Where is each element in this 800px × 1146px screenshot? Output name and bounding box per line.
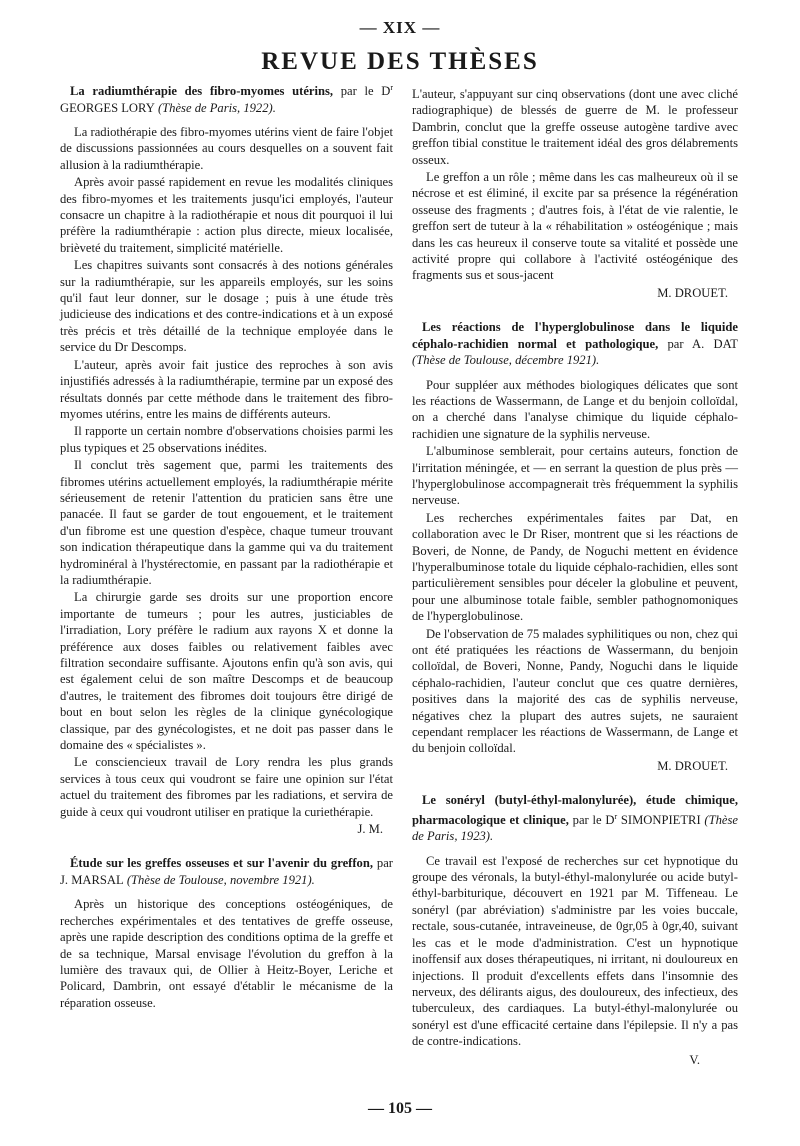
thesis-source: (Thèse de Toulouse, décembre 1921). [412,353,600,368]
author-name: GEORGES LORY [60,100,155,115]
paragraph: Le greffon a un rôle ; même dans les cas malheureux où il se nécrose et est éliminé, il excite par sa présence la régénération osseuse des fragments ; d'autres fois, à l'état de vie ralentie, le greffon sert de tuteur à la « réhabilitation » ostéogénique ; mais dans les cas heureux il conserve toute sa vitalité et possède une activité propre qui collabore à l'activité ostéogénique des fragments sus et sous-jacent [412,170,738,283]
paragraph: La chirurgie garde ses droits sur une proportion encore importante de tumeurs ; pour les autres, justiciables de l'irradiation, Lory préfère le radium aux rayons X et donne la préférence aux doses faibles ou relativement faibles avec filtration secondaire suffisante. Ajoutons enfin qu'à son avis, qui est également celui de son maître Descomps et de beaucoup d'autres, le traitement des fibromes doit toujours être dirigé de bout en bout selon les règles de la clinique gynécologique classique, par des gynécologistes, et ne doit pas passer dans le domaine des « spécialistes ». [60,590,393,753]
article-title [412,319,738,368]
paragraph: Le consciencieux travail de Lory rendra les plus grands services à tous ceux qui voudront se faire une opinion sur l'état actuel du traitement des fibromes par les radiations, et servira de guide à ceux qui voudront utiliser en pratique la curiethérapie. [60,755,393,819]
signature: M. DROUET. [657,758,728,773]
article-byline: par le $D^r$ SIMONPIETRI (Thèse de Paris, 1923). [412,811,738,844]
article-title-text: La radiumthérapie des fibro-myomes utérins, [70,84,334,99]
signature: J. M. [357,822,383,837]
thesis-source: (Thèse de Paris, 1922). [157,100,276,115]
article-title [60,80,393,116]
section-title: REVUE DES THÈSES [261,48,539,75]
article-hyperglobulinose [412,319,738,774]
paragraph: L'auteur, s'appuyant sur cinq observations (dont une avec cliché radiographique) de blessés de guerre de M. le professeur Dambrin, conclut que la greffe osseuse autogène tardive avec greffon tibial constitue le traitement idéal des gros délabrements osseux. [412,87,738,167]
left-column [60,80,393,1012]
article-greffes-osseuses [60,855,393,1011]
article-title-text: Les réactions de l'hyperglobulinose dans le liquide céphalo-rachidien normal et pathologique, [412,320,738,351]
paragraph: Les chapitres suivants sont consacrés à des notions générales sur la radiumthérapie, sur les appareils employés, sur les soins qu'il faut leur donner, sur le dosage ; puis à une étude très judicieuse des indications et des contre-indications et à un exposé très précis et très détaillé de la technique employée dans le service du Dr Descomps. [60,258,393,355]
signature: V. [689,1052,700,1067]
paragraph: Il conclut très sagement que, parmi les traitements des fibromes utérins actuellement employés, la radiumthérapie mérite sérieusement de retenir l'attention du praticien sans être une panacée. Il faut se garder de tout engouement, et le traitement d'un fibrome est une question d'espèce, chaque tumeur trouvant son indication thérapeutique dans la gamme qui va du traitement hydrominéral à l'hystérectomie, en passant par la radiothérapie et la radiumthérapie. [60,458,393,587]
article-byline: par le $D^r$ GEORGES LORY (Thèse de Paris, 1922). [60,83,394,115]
byline-prefix: par le D [572,812,615,827]
paragraph: Les recherches expérimentales faites par Dat, en collaboration avec le Dr Riser, montrent que si les réactions de Boveri, de Nonne, de Pandy, de Noguchi mettent en évidence l'hyperalbuminose totale du liquide céphalo-rachidien, elles sont particulièrement sensibles pour déceler la globuline et peuvent, pour une albuminose totale faible, sembler pathognomoniques de l'hyperglobulinose. [412,510,738,624]
article-radiumtherapie [60,80,393,837]
paragraph: L'albuminose semblerait, pour certains auteurs, fonction de l'irritation méningée, et — en serrant la question de plus près — l'hyperglobulinose accompagnerait très fréquemment la syphilis nerveuse. [412,444,738,508]
paragraph: Après avoir passé rapidement en revue les modalités cliniques des fibro-myomes et les traitements jusqu'ici employés, l'auteur consacre un chapitre à la radiothérapie et nous dit pourquoi il lui préfère la radiumthérapie : action plus directe, mieux localisée, brièveté du traitement, simplicité matérielle. [60,175,393,255]
paragraph: Pour suppléer aux méthodes biologiques délicates que sont les réactions de Wassermann, de Lange et du benjoin colloïdal, on a cherché dans l'analyse chimique du liquide céphalo-rachidien une signature de la syphilis nerveuse. [412,377,738,441]
byline-prefix: par A. [667,336,705,351]
byline-prefix: par le D [340,84,391,99]
signature: M. DROUET. [657,285,728,300]
article-title [60,855,393,888]
article-soneryl [412,792,738,1068]
article-title-text: Le sonéryl (butyl-éthyl-malonylurée), étude chimique, pharmacologique et clinique, [412,793,738,827]
paragraph: Après un historique des conceptions ostéogéniques, de recherches expérimentales et des tentatives de greffe osseuse, après une rapide description des conditions optima de la greffe et de sa technique, Marsal envisage l'évolution du greffon à la lumière des travaux qui, de Ollier à Heitz-Boyer, Leriche et Policard, Dambrin, ont essayé d'établir le mécanisme de la réparation osseuse. [60,897,393,1010]
author-name: DAT [713,336,738,351]
article-title [412,792,738,844]
paragraph: L'auteur, après avoir fait justice des reproches à son avis injustifiés adressés à la radiumthérapie, termine par un exposé des résultats donnés par cette méthode dans le traitement des fibro-myomes utérins, entre les mains de différents auteurs. [60,357,393,421]
byline-prefix: par J. [60,856,393,887]
paragraph: La radiothérapie des fibro-myomes utérins vient de faire l'objet de discussions passionnées au cours desquelles on a souvent fait allusion à la radiumthérapie. [60,125,393,172]
thesis-source: (Thèse de Toulouse, novembre 1921). [126,872,315,887]
thesis-source: (Thèse de Paris, 1923). [412,812,738,844]
roman-page-number: — XIX — [359,18,441,37]
author-name: SIMONPIETRI [620,812,701,827]
author-name: MARSAL [71,872,124,887]
paragraph: De l'observation de 75 malades syphilitiques ou non, chez qui ont été pratiquées les réactions de Wassermann, du benjoin colloïdal, de Boveri, Nonne, Pandy, Noguchi dans le liquide céphalo-rachidien, l'auteur conclut que ces quatre dernières, positives dans la majorité des cas de syphilis nerveuse, négatives chez la plupart des autres sujets, ne sauraient cependant remplacer les réactions de Wassermann, de Lange et du benjoin colloïdal. [412,626,738,756]
article-title-text: Étude sur les greffes osseuses et sur l'avenir du greffon, [70,856,373,871]
paragraph: Ce travail est l'exposé de recherches sur cet hypnotique du groupe des véronals, la butyl-éthyl-malonylurée ou acide butyl-éthyl-barbiturique, découvert en 1921 par M. Tiffeneau. Le sonéryl (par abréviation) s'administre par les voies buccale, rectale, sous-cutanée, intraveineuse, de 0gr,05 à 0gr,40, suivant les cas et le mode d'administration. C'est un hypnotique inoffensif aux doses thérapeutiques, ni irritant, ni douloureux en injections. Il produit d'excellents effets dans l'insomnie des nerveux, des délirants aigus, des douloureux, des infectieux, des tuberculeux, des cardiaques. La butyl-éthyl-malonylurée ou sonéryl est d'une efficacité certaine dans l'épilepsie. Il n'y a pas de contre-indications. [412,853,738,1049]
page-number: — 105 — [368,1100,432,1117]
paragraph: Il rapporte un certain nombre d'observations choisies parmi les plus typiques et 25 observations inédites. [60,424,393,455]
right-column [412,86,738,1068]
